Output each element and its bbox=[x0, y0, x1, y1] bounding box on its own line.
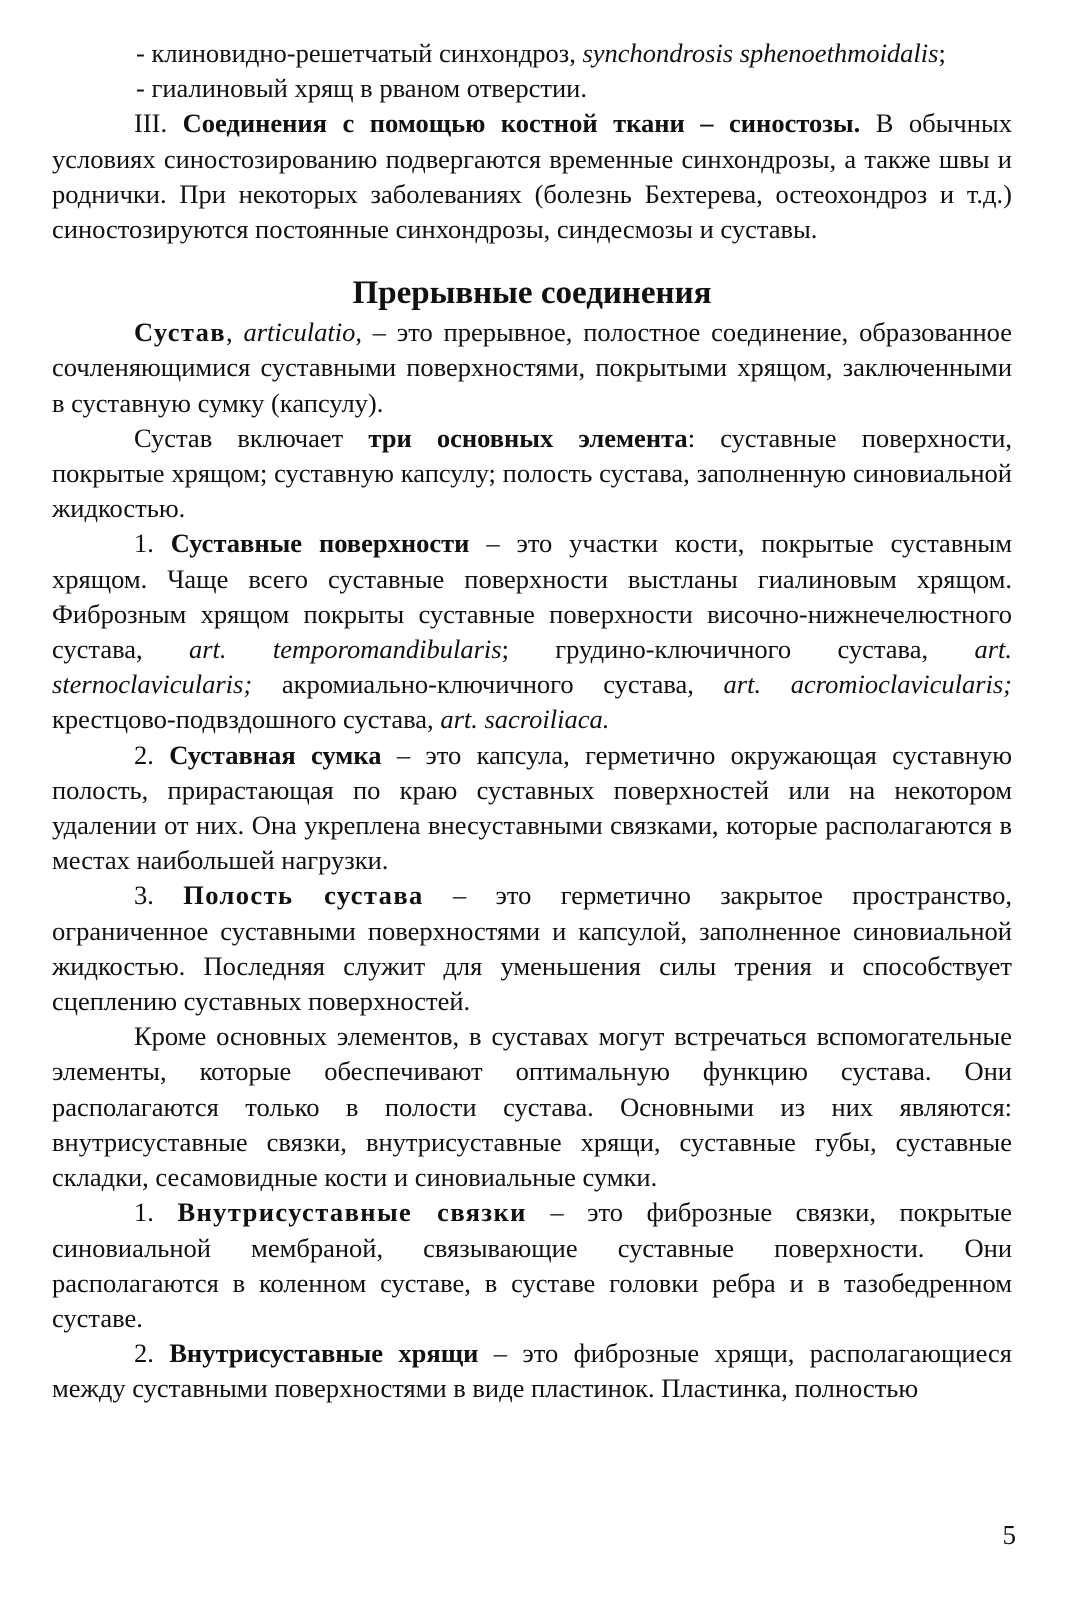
latin-term: art. acromioclavicularis; bbox=[723, 669, 1013, 700]
item-number: 2. bbox=[134, 1338, 170, 1369]
paragraph-text: – это герметично закрытое пространство, ограниченное суставными поверхностями и капсулой, заполненное синовиальной жидкостью. Последняя служит для уменьшения силы трения и способствует сцеплению суставных поверхностей. bbox=[52, 880, 1012, 1017]
item-title: Полость сустава bbox=[183, 880, 424, 911]
paragraph-text: – это фиброзные связки, покрытые синовиальной мембраной, связывающие суставные поверхности. Они располагаются в коленном суставе, в суставе головки ребра и в тазобедренном суставе. bbox=[52, 1197, 1012, 1333]
paragraph-item-2 bbox=[52, 738, 1012, 879]
page-number: 5 bbox=[1002, 1520, 1016, 1550]
paragraph-text: Сустав включает bbox=[134, 422, 369, 453]
list-item: - гиалиновый хрящ в рваном отверстии. bbox=[136, 73, 587, 104]
paragraph-text: : суставные поверхности, покрытые хрящом; суставную капсулу; полость сустава, заполненную синовиальной жидкостью. bbox=[52, 422, 1013, 524]
item-title: Суставная сумка bbox=[169, 739, 382, 770]
emphasis: три основных элемента bbox=[368, 422, 688, 453]
latin-term: synchondrosis sphenoethmoidalis bbox=[582, 38, 939, 68]
paragraph-text: , bbox=[225, 317, 244, 348]
paragraph-text: – это участки кости, покрытые суставным хрящом. Чаще всего суставные поверхности выстланы гиалиновым хрящом. Фиброзным хрящом покрыты суставные поверхности височно-нижнечелюстного сустава, bbox=[52, 528, 1012, 665]
latin-term: art. sternoclavicularis; bbox=[52, 634, 1012, 700]
paragraph-joint-definition bbox=[52, 315, 1012, 421]
paragraph-aux-1 bbox=[52, 1195, 1012, 1336]
paragraph-synostoses bbox=[52, 106, 1012, 247]
section-number: III. bbox=[134, 108, 183, 139]
paragraph-text: , – это прерывное, полостное соединение, образованное сочленяющимися суставными поверхностями, покрытыми хрящом, заключенными в суставную сумку (капсулу). bbox=[52, 317, 1013, 418]
paragraph-aux-2 bbox=[52, 1336, 1012, 1406]
item-number: 1. bbox=[134, 528, 171, 559]
paragraph-auxiliary: Кроме основных элементов, в суставах могут встречаться вспомогательные элементы, которые обеспечивают оптимальную функцию сустава. Они располагаются только в полости сустава. Основными из них являются: внутрисуставные связки, внутрисуставные хрящи, суставные губы, суставные складки, сесамовидные кости и синовиальные сумки. bbox=[52, 1021, 1012, 1193]
item-number: 3. bbox=[134, 880, 184, 911]
item-number: 1. bbox=[134, 1197, 178, 1228]
paragraph-text: – это капсула, герметично окружающая суставную полость, прирастающая по краю суставных поверхностей или на некотором удалении от них. Она укреплена внесуставными связками, которые располагаются в местах наибольшей нагрузки. bbox=[52, 739, 1012, 876]
list-item-text: - клиновидно-решетчатый синхондроз, bbox=[136, 38, 583, 68]
section-heading: Прерывные соединения bbox=[352, 275, 712, 312]
section-title: Соединения с помощью костной ткани – синостозы. bbox=[182, 108, 861, 139]
paragraph-item-1 bbox=[52, 526, 1012, 737]
item-number: 2. bbox=[134, 739, 170, 770]
paragraph-item-3 bbox=[52, 878, 1012, 1019]
list-item-text: ; bbox=[938, 38, 946, 68]
paragraph-text: В обычных условиях синостозированию подвергаются временные синхондрозы, а также швы и роднички. При некоторых заболеваниях (болезнь Бехтерева, остеохондроз и т.д.) синостозируются постоянные синхондрозы, синдесмозы и суставы. bbox=[52, 108, 1012, 245]
item-title: Внутрисуставные хрящи bbox=[169, 1338, 479, 1369]
paragraph-text: акромиально-ключичного сустава, bbox=[252, 669, 724, 700]
paragraph-text: – это фиброзные хрящи, располагающиеся между суставными поверхностями в виде пластинок. Пластинка, полностью bbox=[52, 1338, 1012, 1404]
latin-term: art. sacroiliaca. bbox=[440, 704, 610, 735]
item-title: Внутрисуставные связки bbox=[177, 1197, 527, 1228]
list-item bbox=[52, 36, 1012, 71]
term: Сустав bbox=[134, 317, 226, 348]
latin-term: articulatio bbox=[243, 317, 356, 348]
item-title: Суставные поверхности bbox=[170, 528, 470, 559]
latin-term: art. temporomandibularis bbox=[188, 634, 502, 665]
paragraph-text: ; грудино-ключичного сустава, bbox=[501, 634, 975, 665]
paragraph-joint-elements bbox=[52, 421, 1012, 527]
page-content bbox=[52, 36, 1012, 1407]
paragraph-text: крестцово-подвздошного сустава, bbox=[52, 704, 441, 735]
